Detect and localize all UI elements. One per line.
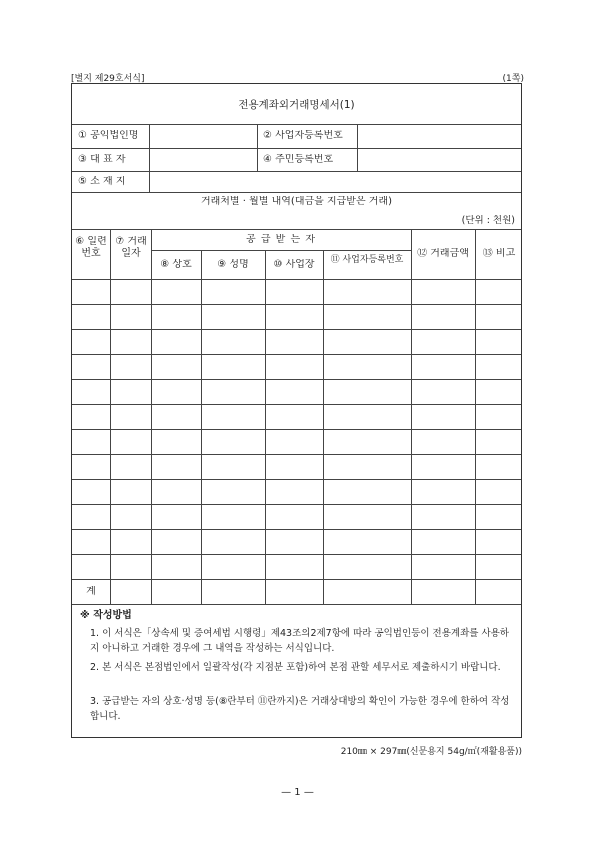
biz-no-field[interactable] — [358, 125, 521, 147]
instruction-item: 3. 공급받는 자의 상호·성명 등(⑧란부터 ⑪란까지)은 거래상대방의 확인이 가능한 경우에 한하여 작성합니다. — [90, 696, 510, 722]
instructions-heading: ※ 작성방법 — [80, 610, 132, 621]
instruction-item: 2. 본 서식은 본점법인에서 일괄작성(각 지점분 포함)하여 본점 관할 세무서로 제출하시기 바랍니다. — [90, 662, 501, 673]
total-row-label: 계 — [86, 586, 96, 597]
page-number: — 1 — — [281, 787, 314, 798]
col-biz-no-header: ⑪ 사업자등록번호 — [330, 255, 404, 265]
section-title: 거래처별 · 월별 내역(대금을 지급받은 거래) — [200, 196, 393, 207]
col-note-header: ⑬ 비고 — [482, 248, 516, 259]
address-label: ⑤ 소 재 지 — [78, 176, 126, 187]
page-indicator: (1쪽) — [502, 74, 524, 84]
address-field[interactable] — [150, 172, 521, 191]
representative-field[interactable] — [150, 149, 256, 170]
supplier-group-header: 공 급 받 는 자 — [245, 234, 316, 245]
col-serial-header: ⑥ 일련 번호 — [75, 236, 107, 259]
resident-no-label: ④ 주민등록번호 — [263, 154, 334, 165]
resident-no-field[interactable] — [358, 149, 521, 170]
form-table — [71, 83, 522, 738]
col-name-header: ⑨ 성명 — [217, 259, 249, 270]
col-workplace-header: ⑩ 사업장 — [273, 259, 315, 270]
representative-label: ③ 대 표 자 — [78, 154, 126, 165]
col-trade-name-header: ⑧ 상호 — [160, 259, 192, 270]
instruction-item: 1. 이 서식은「상속세 및 증여세법 시행령」제43조의2제7항에 따라 공익법인등이 전용계좌를 사용하지 아니하고 거래한 경우에 그 내역을 작성하는 서식입니다. — [90, 628, 509, 654]
biz-no-label: ② 사업자등록번호 — [263, 130, 343, 141]
unit-note: (단위 : 천원) — [461, 215, 515, 226]
paper-size-note: 210㎜ × 297㎜(신문용지 54g/㎡(재활용품)) — [340, 747, 522, 757]
col-date-header: ⑦ 거래 일자 — [115, 236, 147, 259]
corp-name-field[interactable] — [150, 125, 256, 147]
form-number: [별지 제29호서식] — [71, 74, 145, 84]
form-title: 전용계좌외거래명세서(1) — [238, 99, 355, 111]
corp-name-label: ① 공익법인명 — [78, 130, 139, 141]
col-amount-header: ⑫ 거래금액 — [417, 248, 469, 259]
